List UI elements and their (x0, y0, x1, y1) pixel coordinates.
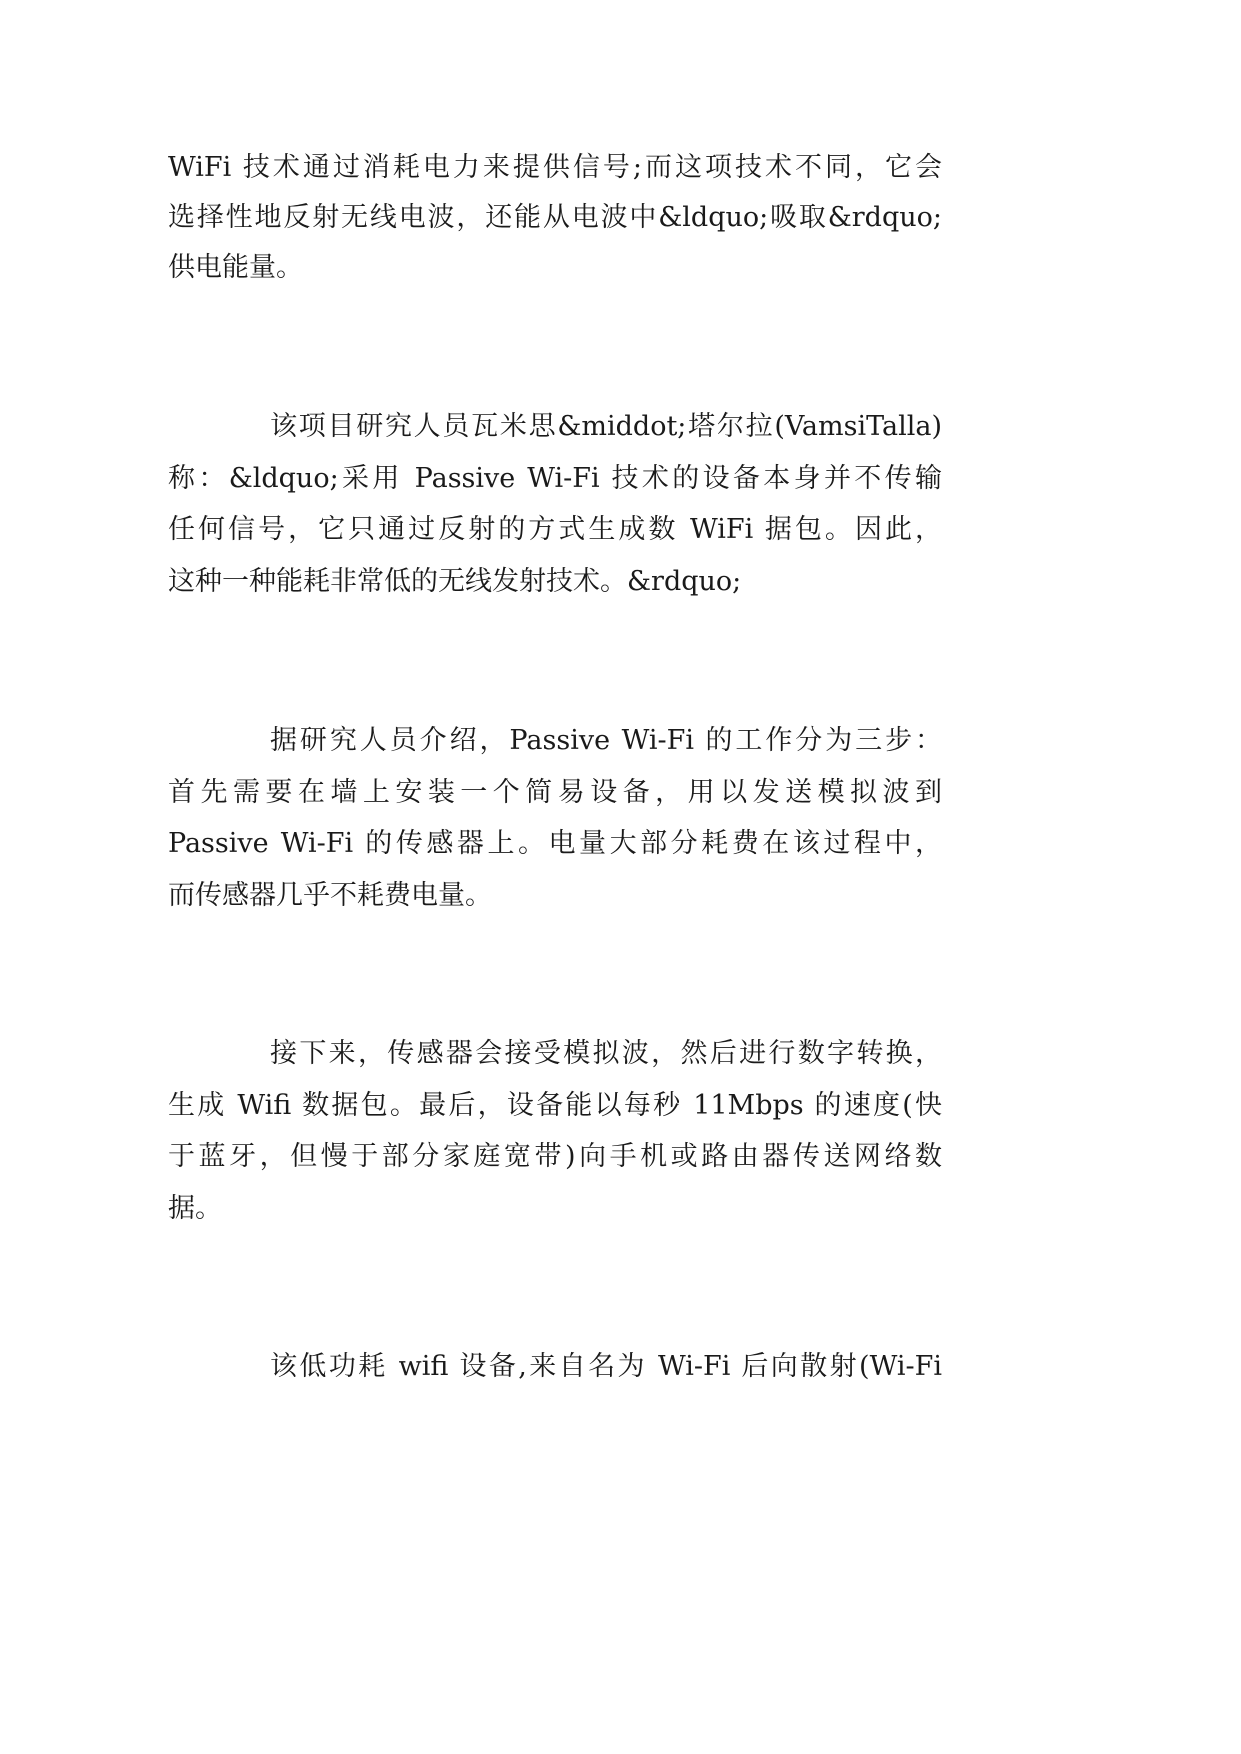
text-line: 任何信号，它只通过反射的方式生成数 WiFi 据包。因此， (168, 514, 942, 546)
paragraph (168, 143, 942, 293)
text-line: 首先需要在墙上安装一个简易设备，用以发送模拟波到 (168, 776, 942, 808)
text-line: WiFi 技术通过消耗电力来提供信号;而这项技术不同，它会 (168, 152, 942, 183)
text-line: 据研究人员介绍，Passive Wi-Fi 的工作分为三步： (270, 725, 942, 756)
text-line: 而传感器几乎不耗费电量。 (168, 880, 492, 912)
text-line: 该项目研究人员瓦米思&middot;塔尔拉(VamsiTalla) (270, 411, 942, 442)
text-line: 接下来，传感器会接受模拟波，然后进行数字转换， (270, 1038, 942, 1069)
text-line: 生成 Wifi 数据包。最后，设备能以每秒 11Mbps 的速度(快 (168, 1089, 942, 1121)
text-line: 供电能量。 (168, 252, 303, 283)
text-line: 选择性地反射无线电波，还能从电波中&ldquo;吸取&rdquo; (168, 202, 942, 233)
text-line: Passive Wi-Fi 的传感器上。电量大部分耗费在该过程中， (168, 828, 942, 860)
paragraph (168, 1341, 942, 1393)
paragraph (168, 401, 942, 608)
text-line: 称：&ldquo;采用 Passive Wi-Fi 技术的设备本身并不传输 (168, 462, 942, 494)
text-line: 据。 (168, 1193, 222, 1225)
text-line: 该低功耗 wifi 设备,来自名为 Wi-Fi 后向散射(Wi-Fi (270, 1351, 942, 1382)
text-line: 于蓝牙，但慢于部分家庭宽带)向手机或路由器传送网络数 (168, 1141, 942, 1173)
text-line: 这种一种能耗非常低的无线发射技术。&rdquo; (168, 566, 742, 598)
paragraph (168, 715, 942, 922)
paragraph (168, 1028, 942, 1235)
